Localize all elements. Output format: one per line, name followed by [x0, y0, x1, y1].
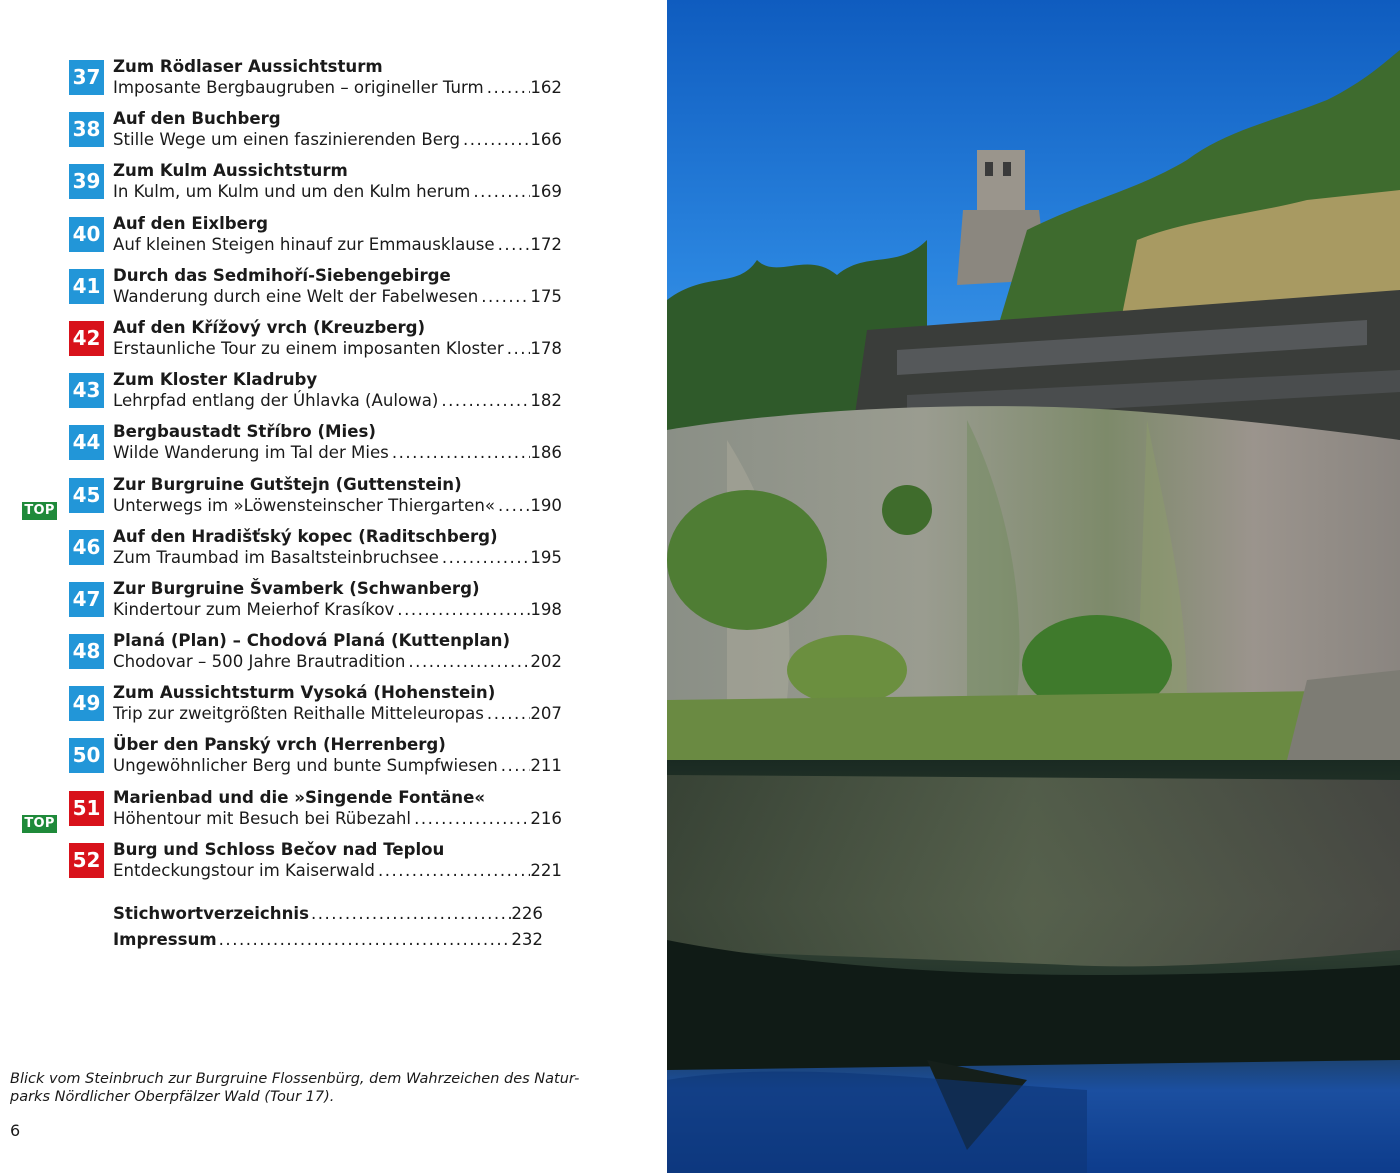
tour-title: Auf den Hradišťský kopec (Raditschberg) [113, 526, 498, 546]
tour-subtitle-line [113, 860, 562, 881]
toc-entry-38 [22, 108, 562, 160]
page-ref: 195 [530, 547, 562, 567]
toc-entry-51 [22, 787, 562, 839]
dot-leader [411, 808, 530, 829]
tour-subtitle-line [113, 338, 562, 359]
page-ref: 232 [511, 930, 543, 949]
tour-subtitle: Imposante Bergbaugruben – origineller Turm [113, 78, 484, 97]
extra-label: Stichwortverzeichnis [113, 904, 309, 923]
page-ref: 169 [530, 182, 562, 202]
toc-extra-entry [113, 929, 543, 955]
page-ref: 162 [530, 78, 562, 97]
dot-leader [405, 651, 530, 672]
page-ref: 198 [530, 599, 562, 619]
tour-title: Burg und Schloss Bečov nad Teplou [113, 839, 445, 859]
tour-number-badge: 39 [69, 164, 104, 199]
page-ref: 182 [530, 391, 562, 411]
toc-entry-47 [22, 578, 562, 630]
page-number: 6 [10, 1121, 21, 1140]
page-ref: 178 [530, 338, 562, 358]
page-ref: 202 [530, 652, 562, 672]
dot-leader [438, 390, 530, 411]
tour-title: Zum Aussichtsturm Vysoká (Hohenstein) [113, 683, 496, 703]
tour-subtitle-line [113, 129, 562, 150]
page-ref: 221 [530, 860, 562, 880]
tour-number-badge: 52 [69, 843, 104, 878]
toc-entry-46 [22, 526, 562, 578]
dot-leader [309, 903, 511, 924]
toc-entry-43 [22, 369, 562, 421]
tour-title: Zum Kloster Kladruby [113, 370, 318, 390]
toc-page [0, 0, 667, 1173]
page-ref: 211 [530, 756, 562, 776]
tour-title: Zur Burgruine Švamberk (Schwanberg) [113, 578, 480, 598]
dot-leader [498, 755, 531, 776]
page-ref: 190 [530, 495, 562, 515]
tour-subtitle: Erstaunliche Tour zu einem imposanten Kloster [113, 338, 504, 358]
toc-extra-list [113, 903, 543, 955]
tour-number-badge: 46 [69, 530, 104, 565]
dot-leader [375, 860, 530, 881]
tour-title: Auf den Eixlberg [113, 213, 268, 233]
tour-number-badge: 41 [69, 269, 104, 304]
tour-title: Planá (Plan) – Chodová Planá (Kuttenplan) [113, 631, 511, 651]
toc-entry-37 [22, 56, 562, 108]
tour-number-badge: 50 [69, 738, 104, 773]
tour-title: Zum Rödlaser Aussichtsturm [113, 57, 383, 76]
tour-subtitle-line [113, 234, 562, 255]
tour-subtitle: Auf kleinen Steigen hinauf zur Emmausklause [113, 234, 495, 254]
tour-subtitle-line [113, 651, 562, 672]
dot-leader [478, 286, 530, 307]
tour-title: Auf den Buchberg [113, 109, 281, 129]
tour-title: Auf den Křížový vrch (Kreuzberg) [113, 317, 426, 337]
tour-subtitle-line [113, 77, 562, 98]
page-ref: 172 [530, 234, 562, 254]
tour-title: Über den Panský vrch (Herrenberg) [113, 735, 446, 755]
toc-entry-50 [22, 734, 562, 786]
dot-leader [394, 599, 530, 620]
tour-subtitle-line [113, 442, 562, 463]
toc-entry-45 [22, 474, 562, 526]
photo-caption: Blick vom Steinbruch zur Burgruine Flossenbürg, dem Wahrzeichen des Natur-parks Nördlicher Oberpfälzer Wald (Tour 17). [10, 1071, 580, 1105]
dot-leader [484, 703, 530, 724]
tour-subtitle: Wanderung durch eine Welt der Fabelwesen [113, 286, 479, 306]
tour-subtitle-line [113, 547, 562, 568]
tour-subtitle: Lehrpfad entlang der Úhlavka (Aulowa) [113, 391, 439, 411]
toc-entry-52 [22, 839, 562, 891]
dot-leader [460, 129, 530, 150]
tour-subtitle-line [113, 755, 562, 776]
extra-label: Impressum [113, 930, 217, 949]
tour-number-badge: 49 [69, 686, 104, 721]
tour-subtitle-line [113, 599, 562, 620]
tour-subtitle: Trip zur zweitgrößten Reithalle Mitteleuropas [113, 704, 484, 724]
toc-extra-entry [113, 903, 543, 929]
toc-entry-39 [22, 160, 562, 212]
tour-number-badge: 37 [69, 60, 104, 95]
tour-title: Bergbaustadt Stříbro (Mies) [113, 422, 376, 442]
tour-title: Marienbad und die »Singende Fontäne« [113, 787, 486, 807]
tour-subtitle-line [113, 181, 562, 202]
dot-leader [217, 929, 512, 950]
toc-entry-44 [22, 421, 562, 473]
tour-number-badge: 43 [69, 373, 104, 408]
tour-subtitle: In Kulm, um Kulm und um den Kulm herum [113, 182, 471, 202]
tour-subtitle-line [113, 808, 562, 829]
page-ref: 166 [530, 130, 562, 150]
tour-number-badge: 45 [69, 478, 104, 513]
tour-subtitle: Zum Traumbad im Basaltsteinbruchsee [113, 547, 439, 567]
top-badge: TOP [22, 815, 57, 833]
tour-number-badge: 40 [69, 217, 104, 252]
dot-leader [470, 181, 530, 202]
tour-subtitle: Kindertour zum Meierhof Krasíkov [113, 599, 395, 619]
tour-subtitle: Unterwegs im »Löwensteinscher Thiergarten« [113, 495, 496, 515]
tour-subtitle: Wilde Wanderung im Tal der Mies [113, 443, 389, 463]
tour-title: Zur Burgruine Gutštejn (Guttenstein) [113, 474, 462, 494]
tour-number-badge: 44 [69, 425, 104, 460]
page-ref: 226 [511, 904, 543, 923]
dot-leader [495, 495, 530, 516]
toc-entry-49 [22, 682, 562, 734]
tour-title: Durch das Sedmihoří-Siebengebirge [113, 265, 451, 285]
dot-leader [389, 442, 530, 463]
tour-subtitle: Stille Wege um einen faszinierenden Berg [113, 130, 460, 150]
quarry-castle-reflection-photo [667, 0, 1400, 1173]
tour-subtitle-line [113, 495, 562, 516]
tour-number-badge: 47 [69, 582, 104, 617]
tour-subtitle-line [113, 390, 562, 411]
dot-leader [439, 547, 531, 568]
top-badge: TOP [22, 502, 57, 520]
dot-leader [484, 77, 531, 98]
tour-subtitle: Entdeckungstour im Kaiserwald [113, 860, 375, 880]
toc-entry-42 [22, 317, 562, 369]
page-ref: 216 [530, 808, 562, 828]
tour-subtitle: Ungewöhnlicher Berg und bunte Sumpfwiesen [113, 756, 498, 776]
dot-leader [504, 338, 531, 359]
tour-number-badge: 51 [69, 791, 104, 826]
page-ref: 186 [530, 443, 562, 463]
tour-number-badge: 42 [69, 321, 104, 356]
tour-title: Zum Kulm Aussichtsturm [113, 161, 348, 181]
dot-leader [495, 234, 531, 255]
tour-number-badge: 48 [69, 634, 104, 669]
tour-subtitle-line [113, 703, 562, 724]
page-ref: 207 [530, 704, 562, 724]
toc-entry-48 [22, 630, 562, 682]
toc-list [22, 56, 562, 891]
tour-subtitle-line [113, 286, 562, 307]
tour-number-badge: 38 [69, 112, 104, 147]
tour-subtitle: Höhentour mit Besuch bei Rübezahl [113, 808, 412, 828]
page-ref: 175 [530, 286, 562, 306]
toc-entry-40 [22, 213, 562, 265]
toc-entry-41 [22, 265, 562, 317]
tour-subtitle: Chodovar – 500 Jahre Brautradition [113, 652, 406, 672]
